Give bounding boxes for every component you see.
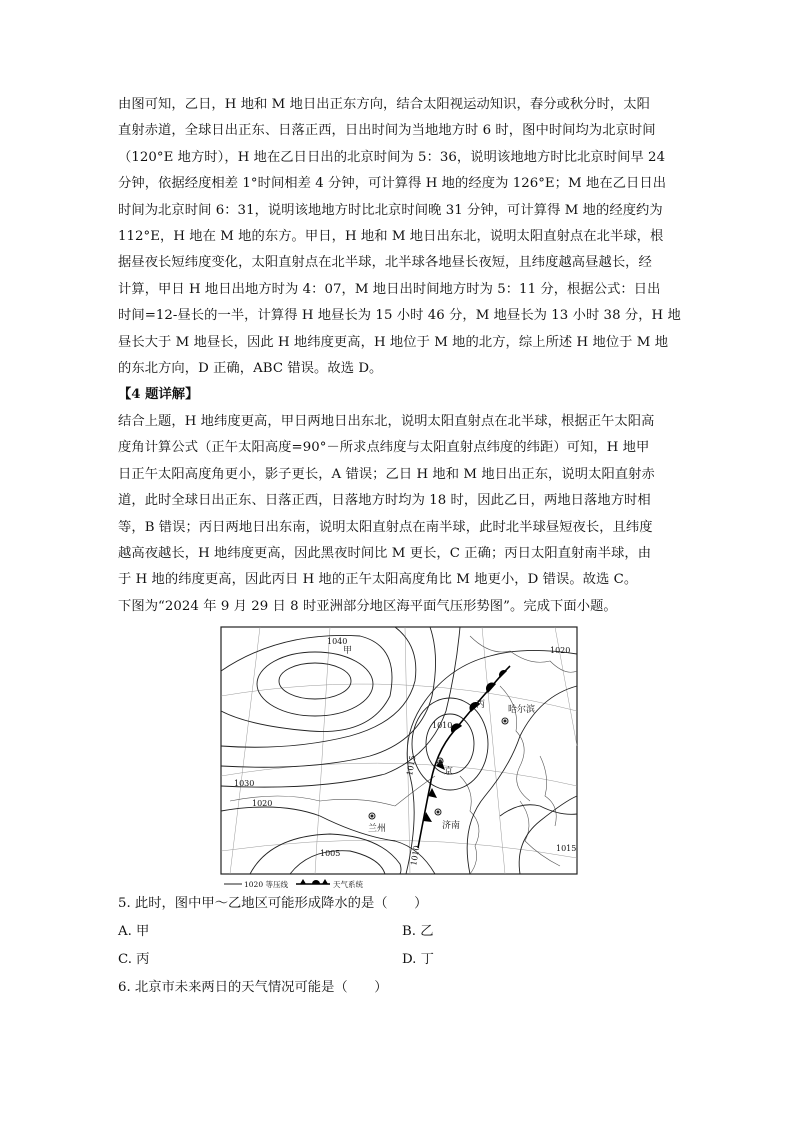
text-line: 直射赤道，全球日出正东、日落正西，日出时间为当地地方时 6 时，图中时间均为北京时间 (118, 123, 656, 139)
pressure-map (220, 626, 578, 888)
text-line: 日正午太阳高度角更小，影子更长，A 错误；乙日 H 地和 M 地日出正东，说明太阳直射赤 (118, 466, 655, 482)
text-line: （120°E 地方时），H 地在乙日日出的北京时间为 5：36，说明该地地方时比北京时间早 24 (118, 149, 666, 165)
label-1015-e: 1015 (556, 844, 577, 854)
label-1030: 1030 (234, 779, 255, 789)
text-line: 112°E，H 地在 M 地的东方。甲日，H 地和 M 地日出东北，说明太阳直射点在北半球，根 (118, 229, 664, 245)
text-line: 分钟，依据经度相差 1°时间相差 4 分钟，可计算得 H 地的经度为 126°E；M 地在乙日日出 (118, 176, 667, 192)
option-a[interactable]: A. 甲 (118, 924, 150, 940)
question-6-stem: 6. 北京市未来两日的天气情况可能是（ ） (118, 980, 388, 996)
legend-front-triangle (300, 879, 306, 884)
label-beijing: 京 (444, 767, 454, 778)
option-b[interactable]: B. 乙 (402, 924, 434, 940)
label-1005: 1005 (320, 849, 341, 859)
text-line: 由图可知，乙日，H 地和 M 地日出正东方向，结合太阳视运动知识，春分或秋分时，太阳 (118, 97, 650, 112)
text-line: 等，B 错误；丙日两地日出东南，说明太阳直射点在南半球，此时北半球昼短夜长，且纬度 (118, 519, 653, 535)
option-d[interactable]: D. 丁 (402, 952, 434, 968)
question-5-stem: 5. 此时，图中甲～乙地区可能形成降水的是（ ） (118, 896, 428, 912)
option-c[interactable]: C. 丙 (118, 952, 150, 968)
label-jinan: 济南 (442, 821, 461, 832)
label-1020-w: 1020 (252, 799, 273, 809)
label-1020-ne: 1020 (550, 646, 571, 656)
label-1040: 1040 (327, 637, 348, 647)
answer-paragraph-3 (118, 92, 681, 382)
label-jia: 甲 (343, 646, 353, 657)
map-frame (221, 627, 577, 874)
label-1015: 1015 (405, 754, 418, 777)
text-line: 道，此时全球日出正东、日落正西，日落地方时均为 18 时，因此乙日，两地日落地方时相 (118, 493, 651, 509)
label-harbin: 哈尔滨 (508, 705, 536, 716)
pressure-map-figure (220, 626, 578, 888)
text-line: 结合上题，H 地纬度更高，甲日两地日出东北，说明太阳直射点在北半球，根据正午太阳高 (118, 413, 655, 429)
legend-front-triangle-2 (322, 879, 328, 884)
label-1010: 1010 (432, 721, 453, 731)
text-line: 时间为北京时间 6：31，说明该地地方时比北京时间晚 31 分钟，可计算得 M 地的经度约为 (118, 202, 663, 218)
text-line: 时间=12-昼长的一半，计算得 H 地昼长为 15 小时 46 分，M 地昼长为 13 小时 38 分，H 地 (118, 308, 681, 324)
text-line: 的东北方向，D 正确，ABC 错误。故选 D。 (118, 361, 383, 377)
label-lanzhou: 兰州 (368, 824, 387, 835)
text-line: 昼长大于 M 地昼长，因此 H 地纬度更高，H 地位于 M 地的北方，综上所述 H 地位于 M 地 (118, 334, 669, 350)
label-bing: 丙 (476, 700, 486, 711)
legend-front-semicircle (312, 880, 320, 884)
document-body (118, 92, 681, 1002)
legend-isobar: 1020 等压线 (244, 880, 288, 889)
section-heading: 【4 题详解】 (118, 387, 199, 403)
question-5-options (118, 918, 678, 974)
text-line: 计算，甲日 H 地日出地方时为 4：07，M 地日出时间地方时为 5：11 分，根据公式：日出 (118, 281, 661, 297)
text-line: 据昼夜长短纬度变化，太阳直射点在北半球，北半球各地昼长夜短，且纬度越高昼越长，经 (118, 255, 652, 271)
label-1010-s: 1010 (409, 844, 422, 867)
text-line: 度角计算公式（正午太阳高度=90°－所求点纬度与太阳直射点纬度的纬距）可知，H 地甲 (118, 440, 650, 456)
legend-weather: 天气系统 (333, 880, 363, 889)
text-line: 越高夜越长，H 地纬度更高，因此黑夜时间比 M 更长，C 正确；丙日太阳直射南半球，由 (118, 545, 652, 561)
answer-paragraph-4 (118, 409, 678, 620)
text-line: 于 H 地的纬度更高，因此丙日 H 地的正午太阳高度角比 M 地更小，D 错误。故选 C。 (118, 572, 638, 588)
intro-line: 下图为“2024 年 9 月 29 日 8 时亚洲部分地区海平面气压形势图”。完成下面小题。 (118, 598, 617, 614)
